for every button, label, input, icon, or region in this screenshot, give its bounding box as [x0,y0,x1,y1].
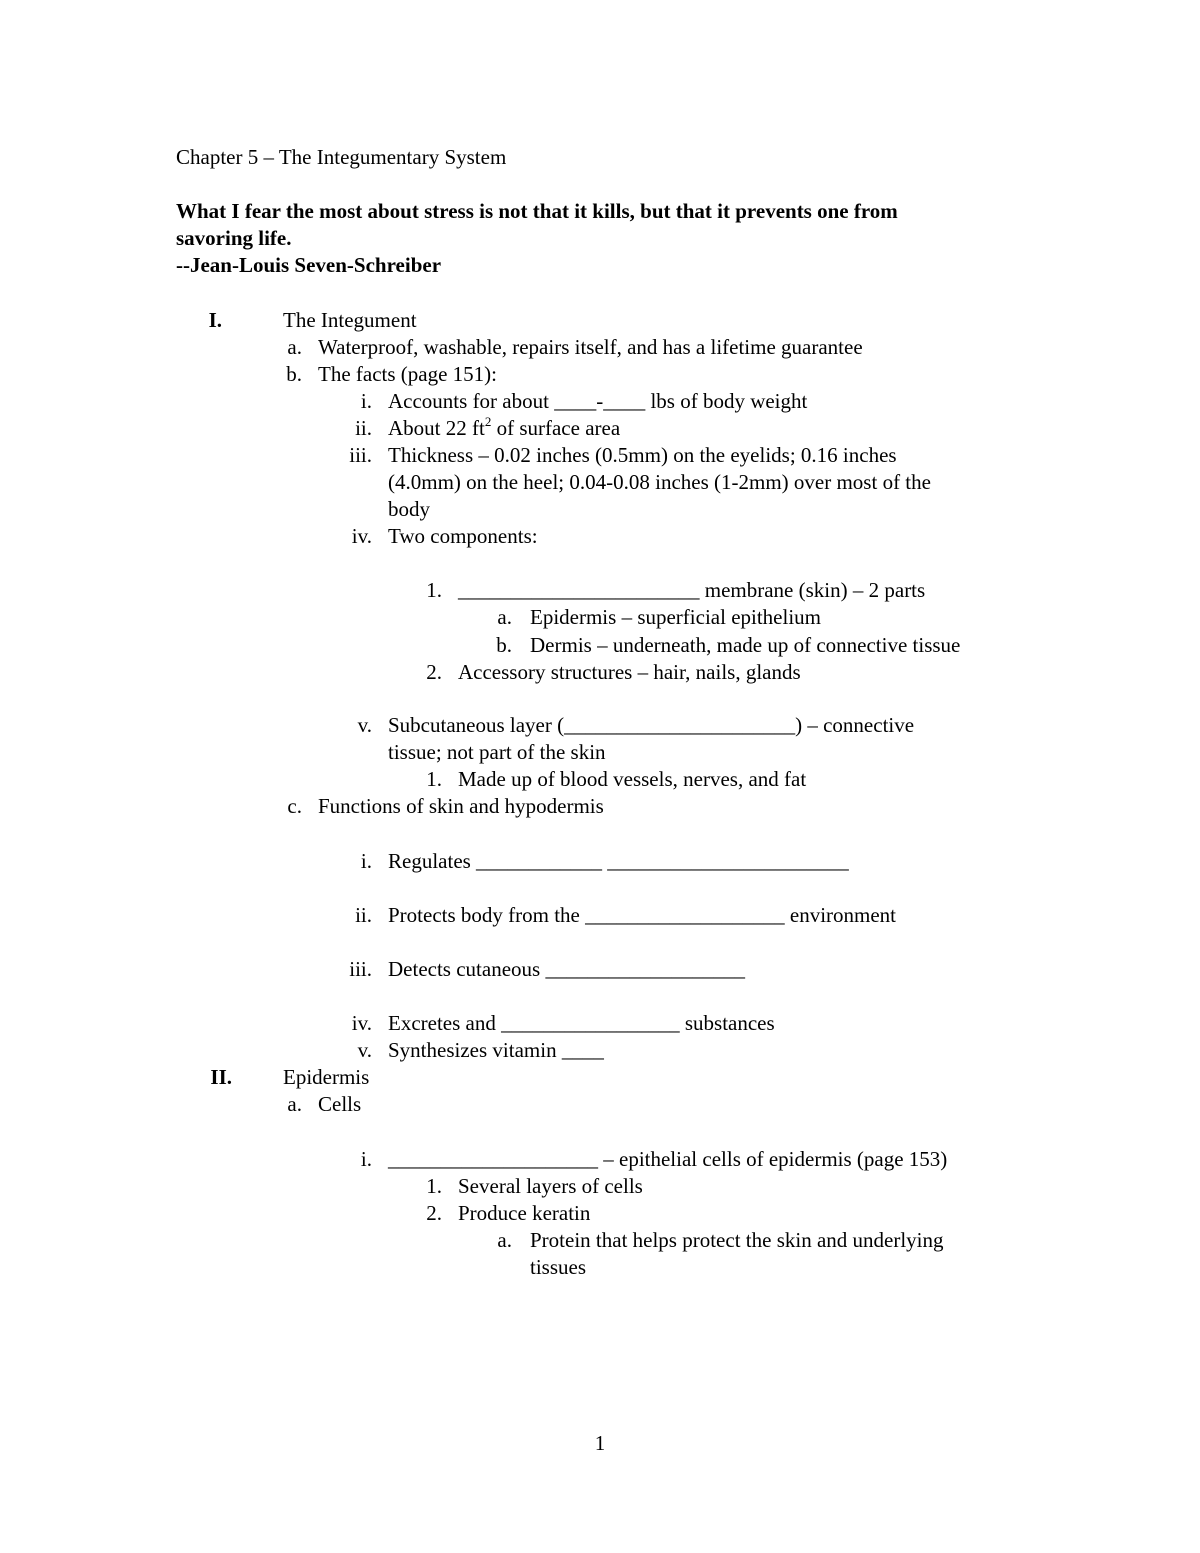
item-1c-marker: c. [287,794,302,818]
item-1b-iv-2-marker: 2. [426,660,442,684]
section-1-heading: The Integument [283,308,417,332]
item-1c-iii-text: Detects cutaneous ___________________ [388,957,745,981]
item-2a-marker: a. [287,1092,302,1116]
item-1c-i-text: Regulates ____________ _______________________ [388,849,849,873]
item-1c-ii-text: Protects body from the ___________________ environment [388,903,897,927]
item-1a-text: Waterproof, washable, repairs itself, and has a lifetime guarantee [318,335,863,359]
section-1-marker: I. [208,308,222,332]
item-1b-iii-marker: iii. [349,443,372,467]
item-1b-iv-1a-marker: a. [497,605,512,629]
item-1b-iv-marker: iv. [351,524,372,548]
item-1b-v-1-text: Made up of blood vessels, nerves, and fat [458,767,807,791]
item-1b-iv-1b-marker: b. [496,633,512,657]
section-2-heading: Epidermis [283,1065,370,1089]
item-2a-i-2a-line-1: Protein that helps protect the skin and underlying [530,1228,944,1252]
item-1b-v-line-1: Subcutaneous layer (______________________) – connective [388,713,915,737]
item-1b-i-marker: i. [360,389,372,413]
item-2a-i-2-marker: 2. [426,1201,442,1225]
item-1c-v-marker: v. [357,1038,372,1062]
item-1b-iii-line-1: Thickness – 0.02 inches (0.5mm) on the eyelids; 0.16 inches [388,443,897,467]
item-1b-v-line-2: tissue; not part of the skin [388,740,606,764]
page-title: Chapter 5 – The Integumentary System [176,145,507,169]
page-number: 1 [594,1431,606,1455]
item-2a-i-1-text: Several layers of cells [458,1174,643,1198]
item-2a-i-marker: i. [360,1147,372,1171]
item-2a-i-1-marker: 1. [426,1174,442,1198]
item-1a-marker: a. [287,335,302,359]
item-2a-i-2a-marker: a. [497,1228,512,1252]
item-1b-marker: b. [286,362,302,386]
item-1b-v-marker: v. [357,713,372,737]
item-1b-ii-text: About 22 $ft^2$ of surface area [388,414,621,440]
item-1b-text: The facts (page 151): [318,362,498,386]
item-2a-i-2a-line-2: tissues [530,1255,587,1279]
superscript: 2 [484,414,492,429]
item-2a-i-text: ____________________ – epithelial cells of epidermis (page 153) [388,1147,948,1171]
item-1c-ii-marker: ii. [355,903,372,927]
item-1b-i-text: Accounts for about ____-____ lbs of body weight [388,389,808,413]
item-1c-iv-text: Excretes and _________________ substances [388,1011,775,1035]
item-1c-i-marker: i. [360,849,372,873]
item-1c-v-text: Synthesizes vitamin ____ [388,1038,604,1062]
item-2a-text: Cells [318,1092,362,1116]
item-1b-iv-2-text: Accessory structures – hair, nails, glands [458,660,801,684]
item-2a-i-2-text: Produce keratin [458,1201,591,1225]
section-2-marker: II. [210,1065,232,1089]
quote-line-1: What I fear the most about stress is not that it kills, but that it prevents one from [176,199,898,223]
item-1b-ii-marker: ii. [355,416,372,440]
item-1c-iv-marker: iv. [351,1011,372,1035]
quote-author: --Jean-Louis Seven-Schreiber [176,253,442,277]
quote-line-2: savoring life. [176,226,292,250]
item-1b-iv-1-text: _______________________ membrane (skin) – 2 parts [458,578,926,602]
item-1b-iv-1-marker: 1. [426,578,442,602]
item-1b-iv-1b-text: Dermis – underneath, made up of connective tissue [530,633,961,657]
item-1c-iii-marker: iii. [349,957,372,981]
item-1b-iii-line-2: (4.0mm) on the heel; 0.04-0.08 inches (1-2mm) over most of the [388,470,931,494]
item-1b-v-1-marker: 1. [426,767,442,791]
item-1b-iv-1a-text: Epidermis – superficial epithelium [530,605,822,629]
item-1c-text: Functions of skin and hypodermis [318,794,604,818]
item-1b-iii-line-3: body [388,497,430,521]
item-1b-iv-text: Two components: [388,524,538,548]
